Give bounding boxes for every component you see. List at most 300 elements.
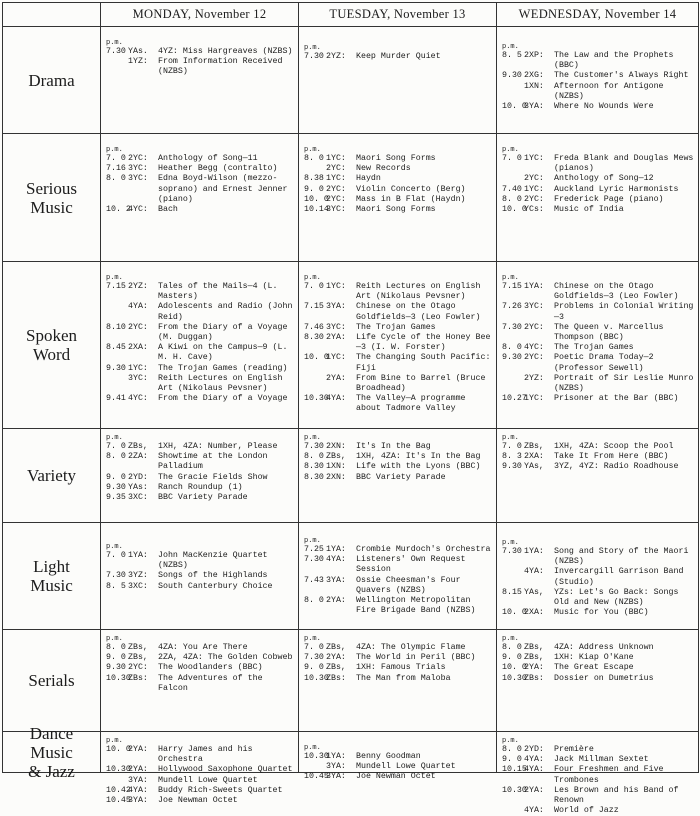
program-entry <box>304 663 493 673</box>
station-code: 2XA: <box>524 608 544 618</box>
program-title: 1XH, 4ZA: Scoop the Pool <box>554 442 674 451</box>
program-entry <box>304 576 493 596</box>
program-title: Crombie Murdoch's Orchestra <box>356 545 491 554</box>
station-code: ZBs, <box>326 643 346 652</box>
day-header: WEDNESDAY, November 14 <box>497 3 699 27</box>
program-title: Mundell Lowe Quartet <box>158 775 258 785</box>
station-code: 4YC: <box>524 343 544 353</box>
program-entry <box>304 164 493 174</box>
program-time: 9.30 <box>106 482 126 492</box>
program-entry <box>502 765 695 785</box>
program-time: 9.35 <box>106 493 126 503</box>
station-code: 4YA: <box>326 555 346 565</box>
station-code: 2YC: <box>326 184 346 194</box>
program-cell <box>497 732 699 816</box>
program-time: 10. 0 <box>304 194 329 204</box>
program-entry <box>502 205 695 215</box>
program-time: 7.40 <box>502 184 522 194</box>
program-entry <box>502 374 695 394</box>
program-time: 7.25 <box>304 545 324 554</box>
station-code: 1YC: <box>128 363 148 373</box>
program-title: From Information Received (NZBS) <box>158 57 283 77</box>
program-title: Mass in B Flat (Haydn) <box>356 194 466 204</box>
pm-label: p.m. <box>502 274 519 282</box>
program-time: 8. 0 <box>106 643 126 652</box>
station-code: 1XN: <box>326 462 346 472</box>
program-title: Four Freshmen and Five Trombones <box>554 765 664 785</box>
station-code: 2YC: <box>326 164 346 174</box>
station-code: ZBs, <box>128 442 148 451</box>
program-entry <box>304 473 493 483</box>
program-time <box>502 806 524 816</box>
program-title: Music for You (BBC) <box>554 608 649 618</box>
pm-label: p.m. <box>502 635 519 643</box>
station-code: 2YA: <box>524 663 544 673</box>
program-time: 10.45 <box>106 796 131 806</box>
station-code: 1YA: <box>326 752 346 761</box>
program-title: Portrait of Sir Leslie Munro (NZBS) <box>554 373 694 394</box>
program-title: Haydn <box>356 174 381 184</box>
category-label: Variety <box>3 429 101 523</box>
pm-label: p.m. <box>106 737 123 745</box>
pm-label: p.m. <box>502 539 519 547</box>
station-code: ZBs, <box>326 663 346 673</box>
program-guide-table <box>2 2 699 816</box>
program-entry <box>502 185 695 195</box>
program-entry <box>502 71 695 81</box>
station-code: 2YZ: <box>128 282 148 291</box>
program-time: 9. 0 <box>502 653 522 663</box>
station-code: 2YD: <box>128 472 148 482</box>
pm-label: p.m. <box>106 635 123 643</box>
program-title: The Trojan Games <box>356 322 436 332</box>
station-code: 1YC: <box>524 184 544 194</box>
program-time: 7.43 <box>304 575 324 585</box>
program-entry <box>304 545 493 555</box>
program-time: 8.15 <box>502 587 522 597</box>
program-time: 7.30 <box>106 47 126 56</box>
program-title: New Records <box>356 164 411 174</box>
program-entry <box>502 302 695 322</box>
station-code: ZBs, <box>326 452 346 462</box>
program-entry <box>106 374 295 394</box>
program-title: Life with the Lyons (BBC) <box>356 462 481 472</box>
program-time: 7.16 <box>106 164 126 174</box>
program-cell <box>497 429 699 523</box>
program-entry <box>502 745 695 755</box>
pm-label: p.m. <box>502 434 519 442</box>
station-code: 2XA: <box>128 343 148 353</box>
station-code: 3YA: <box>326 772 346 782</box>
program-title: From the Diary of a Voyage (M. Duggan) <box>158 322 288 343</box>
program-title: 4ZA: The Olympic Flame <box>356 643 466 652</box>
program-title: Music of India <box>554 205 624 215</box>
program-title: Violin Concerto (Berg) <box>356 184 466 194</box>
station-code: 3YC: <box>326 322 346 332</box>
station-code: 3XC: <box>128 581 148 591</box>
station-code: 4YA: <box>524 765 544 775</box>
program-title: Edna Boyd-Wilson (mezzo-soprano) and Ernest Jenner (piano) <box>158 174 288 204</box>
program-time: 10. 0 <box>502 102 527 112</box>
station-code: 3YZ: <box>128 571 148 581</box>
program-title: The Trojan Games (reading) <box>158 363 288 373</box>
station-code: ZBs, <box>524 643 544 652</box>
program-entry <box>304 282 493 302</box>
program-cell <box>299 630 497 732</box>
program-entry <box>106 765 295 775</box>
program-cell <box>101 134 299 262</box>
program-entry <box>502 51 695 71</box>
program-title: Reith Lectures on English Art (Nikolaus Pevsner) <box>158 373 283 394</box>
program-time: 8.45 <box>106 343 126 353</box>
program-entry <box>502 674 695 684</box>
program-time: 8.38 <box>304 174 324 184</box>
program-title: Reith Lectures on English Art (Nikolaus Pevsner) <box>356 282 481 302</box>
station-code: 2YC: <box>524 174 544 184</box>
program-entry <box>502 755 695 765</box>
program-title: Wellington Metropolitan Fire Brigade Band (NZBS) <box>356 596 476 616</box>
station-code: 1YC: <box>524 394 544 404</box>
program-time: 7.30 <box>502 322 522 332</box>
program-time: 7.26 <box>502 302 522 312</box>
program-entry <box>304 762 493 772</box>
category-label: Dance Music & Jazz <box>3 732 101 773</box>
program-time: 8. 0 <box>106 452 126 462</box>
program-title: Ranch Roundup (1) <box>158 482 243 492</box>
station-code: 2YZ: <box>524 373 544 383</box>
program-entry <box>502 567 695 587</box>
program-title: The Gracie Fields Show <box>158 472 268 482</box>
program-entry <box>106 674 295 694</box>
program-time: 9. 0 <box>106 653 126 663</box>
program-cell <box>497 27 699 134</box>
program-title: Afternoon for Antigone (NZBS) <box>554 81 664 101</box>
program-entry <box>502 806 695 816</box>
program-cell <box>497 134 699 262</box>
program-title: Chinese on the Otago Goldfields—3 (Leo Fowler) <box>554 282 679 302</box>
day-header: TUESDAY, November 13 <box>299 3 497 27</box>
pm-label: p.m. <box>106 543 123 551</box>
program-title: Freda Blank and Douglas Mews (pianos) <box>554 154 694 174</box>
program-title: Jack Millman Sextet <box>554 755 649 765</box>
program-title: Buddy Rich-Sweets Quartet <box>158 785 283 795</box>
program-entry <box>502 343 695 353</box>
program-entry <box>106 643 295 653</box>
program-title: 4ZA: You Are There <box>158 643 248 652</box>
station-code: 2YZ: <box>326 52 346 61</box>
program-title: Les Brown and his Band of Renown <box>554 785 679 806</box>
station-code: 1XN: <box>524 81 544 91</box>
station-code: 2YC: <box>524 194 544 204</box>
program-time: 10.42 <box>106 785 131 795</box>
program-time: 10.30 <box>304 394 329 404</box>
program-entry <box>106 394 295 404</box>
program-time: 7. 0 <box>304 643 324 652</box>
program-title: Poetic Drama Today—2 (Professor Sewell) <box>554 353 654 373</box>
program-title: Maori Song Forms <box>356 154 436 163</box>
program-cell <box>299 262 497 429</box>
program-time: 9. 0 <box>304 184 324 194</box>
program-title: John MacKenzie Quartet (NZBS) <box>158 551 268 571</box>
program-time: 10.30 <box>502 785 527 795</box>
program-time: 9. 0 <box>502 755 522 765</box>
program-cell <box>101 27 299 134</box>
program-entry <box>106 442 295 452</box>
station-code: 3YC: <box>524 302 544 312</box>
program-time: 9.30 <box>106 363 126 373</box>
program-time: 10. 0 <box>502 663 527 673</box>
station-code: 2YA: <box>326 333 346 343</box>
program-time: 7. 0 <box>106 551 126 560</box>
program-time: 8. 0 <box>502 194 522 204</box>
program-entry <box>106 452 295 472</box>
program-cell <box>497 523 699 630</box>
program-title: Frederick Page (piano) <box>554 194 664 204</box>
program-time <box>502 174 524 184</box>
program-time: 7.30 <box>304 52 324 61</box>
station-code: 2YC: <box>524 322 544 332</box>
program-title: Hollywood Saxophone Quartet <box>158 765 293 775</box>
program-time: 7. 0 <box>106 442 126 451</box>
station-code: 2YC: <box>128 663 148 673</box>
station-code: 2YA: <box>326 653 346 663</box>
program-time <box>304 762 326 772</box>
program-title: Invercargill Garrison Band (Studio) <box>554 567 684 587</box>
station-code: 2XN: <box>326 442 346 451</box>
program-entry <box>106 154 295 164</box>
program-time: 10. 0 <box>502 608 527 618</box>
program-time: 10.45 <box>304 772 329 782</box>
program-title: The Trojan Games <box>554 343 634 353</box>
program-entry <box>106 164 295 174</box>
station-code: ZBs: <box>524 673 544 683</box>
pm-label: p.m. <box>502 43 519 51</box>
program-entry <box>106 205 295 215</box>
station-code: ZBs, <box>524 653 544 663</box>
program-entry <box>106 57 295 77</box>
program-entry <box>106 582 295 592</box>
station-code: ZBs, <box>524 442 544 451</box>
program-cell <box>101 429 299 523</box>
program-time <box>304 164 326 174</box>
station-code: 2XG: <box>524 71 544 81</box>
day-header: MONDAY, November 12 <box>101 3 299 27</box>
station-code: 3YA: <box>524 102 544 112</box>
program-title: The Adventures of the Falcon <box>158 673 263 693</box>
program-time: 9.41 <box>106 394 126 404</box>
program-title: The World in Peril (BBC) <box>356 653 476 663</box>
pm-label: p.m. <box>304 274 321 282</box>
program-time: 7.15 <box>304 302 324 312</box>
program-title: The Great Escape <box>554 663 634 673</box>
program-entry <box>106 483 295 493</box>
program-entry <box>502 394 695 404</box>
station-code: 2YC: <box>524 353 544 363</box>
program-title: Listeners' Own Request Session <box>356 555 466 575</box>
pm-label: p.m. <box>304 635 321 643</box>
program-entry <box>106 473 295 483</box>
station-code: 4YA: <box>128 302 148 312</box>
program-entry <box>106 302 295 322</box>
program-entry <box>304 174 493 184</box>
pm-label: p.m. <box>106 274 123 282</box>
station-code: 3YC: <box>128 174 148 184</box>
pm-label: p.m. <box>502 146 519 154</box>
station-code: 1YA: <box>128 551 148 560</box>
program-cell <box>101 523 299 630</box>
program-entry <box>106 745 295 765</box>
station-code: 1YA: <box>326 545 346 554</box>
program-title: Song and Story of the Maori (NZBS) <box>554 547 689 567</box>
program-time: 8. 5 <box>502 51 522 60</box>
station-code: 1YC: <box>326 353 346 363</box>
program-cell <box>299 732 497 782</box>
program-time: 10.30 <box>304 673 329 683</box>
pm-label: p.m. <box>304 744 321 752</box>
program-time: 9.30 <box>502 353 522 363</box>
program-cell <box>101 630 299 732</box>
program-title: Heather Begg (contralto) <box>158 164 278 174</box>
program-time <box>106 776 128 786</box>
program-time: 10.15 <box>502 765 527 775</box>
program-title: BBC Variety Parade <box>356 472 446 482</box>
station-code: 3XC: <box>128 493 148 503</box>
program-title: The Man from Maloba <box>356 673 451 683</box>
pm-label: p.m. <box>304 146 321 154</box>
program-title: Prisoner at the Bar (BBC) <box>554 394 679 404</box>
program-entry <box>502 786 695 806</box>
program-entry <box>304 643 493 653</box>
program-title: 4ZA: Address Unknown <box>554 643 654 652</box>
program-title: Where No Wounds Were <box>554 102 654 112</box>
program-time: 10.30 <box>502 673 527 683</box>
program-time: 8. 5 <box>106 581 126 591</box>
program-entry <box>106 551 295 571</box>
station-code: 1YZ: <box>128 57 148 67</box>
program-time: 8.30 <box>304 472 324 482</box>
program-title: Keep Murder Quiet <box>356 52 441 61</box>
station-code: 4YC: <box>128 205 148 215</box>
program-title: Tales of the Mails—4 (L. Masters) <box>158 282 278 302</box>
program-title: The Customer's Always Right <box>554 71 689 81</box>
program-time: 8. 0 <box>304 452 324 462</box>
station-code: 3YA: <box>128 796 148 806</box>
program-entry <box>502 442 695 452</box>
category-label: Serious Music <box>3 134 101 262</box>
program-title: 1XH, 4ZA: It's In the Bag <box>356 452 481 462</box>
program-title: Showtime at the London Palladium <box>158 452 268 472</box>
program-title: The Woodlanders (BBC) <box>158 663 263 673</box>
program-title: YZs: Let's Go Back: Songs Old and New (NZBS) <box>554 587 679 608</box>
station-code: 2YC: <box>326 194 346 204</box>
station-code: 2YA: <box>326 373 346 383</box>
program-title: 3YZ, 4YZ: Radio Roadhouse <box>554 462 679 472</box>
program-entry <box>304 394 493 414</box>
program-cell <box>497 262 699 429</box>
station-code: YAs, <box>524 587 544 597</box>
program-entry <box>502 588 695 608</box>
program-entry <box>304 772 493 782</box>
program-entry <box>106 776 295 786</box>
program-entry <box>502 353 695 373</box>
program-title: The Queen v. Marcellus Thompson (BBC) <box>554 322 664 343</box>
program-time: 7.15 <box>502 282 522 291</box>
program-time: 9.30 <box>106 663 126 673</box>
program-time: 8. 0 <box>304 596 324 606</box>
program-title: Ossie Cheesman's Four Quavers (NZBS) <box>356 575 461 595</box>
station-code: 2ZA: <box>128 452 148 462</box>
program-title: 1XH: Kiap O'Kane <box>554 653 634 663</box>
program-entry <box>106 323 295 343</box>
station-code: 3YA: <box>326 762 346 772</box>
station-code: YAs. <box>128 47 148 56</box>
program-entry <box>106 571 295 581</box>
program-time: 9.30 <box>502 462 522 472</box>
station-code: 1YC: <box>524 154 544 163</box>
category-label: Light Music <box>3 523 101 630</box>
program-entry <box>502 608 695 618</box>
station-code: 3YC: <box>128 373 148 383</box>
program-title: Problems in Colonial Writing—3 <box>554 302 694 322</box>
program-time: 10.30 <box>106 765 131 775</box>
program-cell <box>299 523 497 630</box>
station-code: 4YA: <box>524 567 544 577</box>
station-code: 2YA: <box>128 765 148 775</box>
pm-label: p.m. <box>304 537 321 545</box>
station-code: 2YC: <box>128 322 148 332</box>
program-entry <box>502 452 695 462</box>
program-entry <box>304 323 493 333</box>
station-code: 3YC: <box>128 164 148 174</box>
program-cell <box>299 429 497 523</box>
pm-label: p.m. <box>106 434 123 442</box>
program-entry <box>304 674 493 684</box>
program-time: 9. 0 <box>106 472 126 482</box>
station-code: 3YC: <box>326 205 346 215</box>
program-entry <box>304 752 493 762</box>
program-title: From the Diary of a Voyage <box>158 394 288 404</box>
program-entry <box>106 47 295 57</box>
program-entry <box>502 323 695 343</box>
program-time: 10.30 <box>106 673 131 683</box>
program-title: World of Jazz <box>554 806 619 816</box>
program-entry <box>304 442 493 452</box>
program-entry <box>502 174 695 184</box>
program-time: 8. 0 <box>502 343 522 353</box>
program-time: 7.30 <box>502 547 522 556</box>
station-code: 4YA: <box>524 806 544 816</box>
station-code: 3YA: <box>326 575 346 585</box>
station-code: 2YD: <box>524 745 544 754</box>
corner-cell <box>3 3 101 27</box>
station-code: YAs: <box>128 482 148 492</box>
program-time: 7.30 <box>304 653 324 663</box>
station-code: 2YC: <box>128 154 148 163</box>
program-title: 4YZ: Miss Hargreaves (NZBS) <box>158 47 293 56</box>
program-time: 10.14 <box>304 205 329 215</box>
program-time <box>502 374 524 394</box>
program-time: 8.30 <box>304 333 324 343</box>
program-title: From Bine to Barrel (Bruce Broadhead) <box>356 373 486 394</box>
program-time: 7. 0 <box>106 154 126 163</box>
station-code: 2YA: <box>326 596 346 606</box>
station-code: 3YA: <box>326 302 346 312</box>
station-code: 4YC: <box>128 394 148 404</box>
program-time: 8. 0 <box>304 154 324 163</box>
program-time: 10. 2 <box>106 205 131 215</box>
program-entry <box>106 663 295 673</box>
program-title: The Law and the Prophets (BBC) <box>554 51 674 71</box>
